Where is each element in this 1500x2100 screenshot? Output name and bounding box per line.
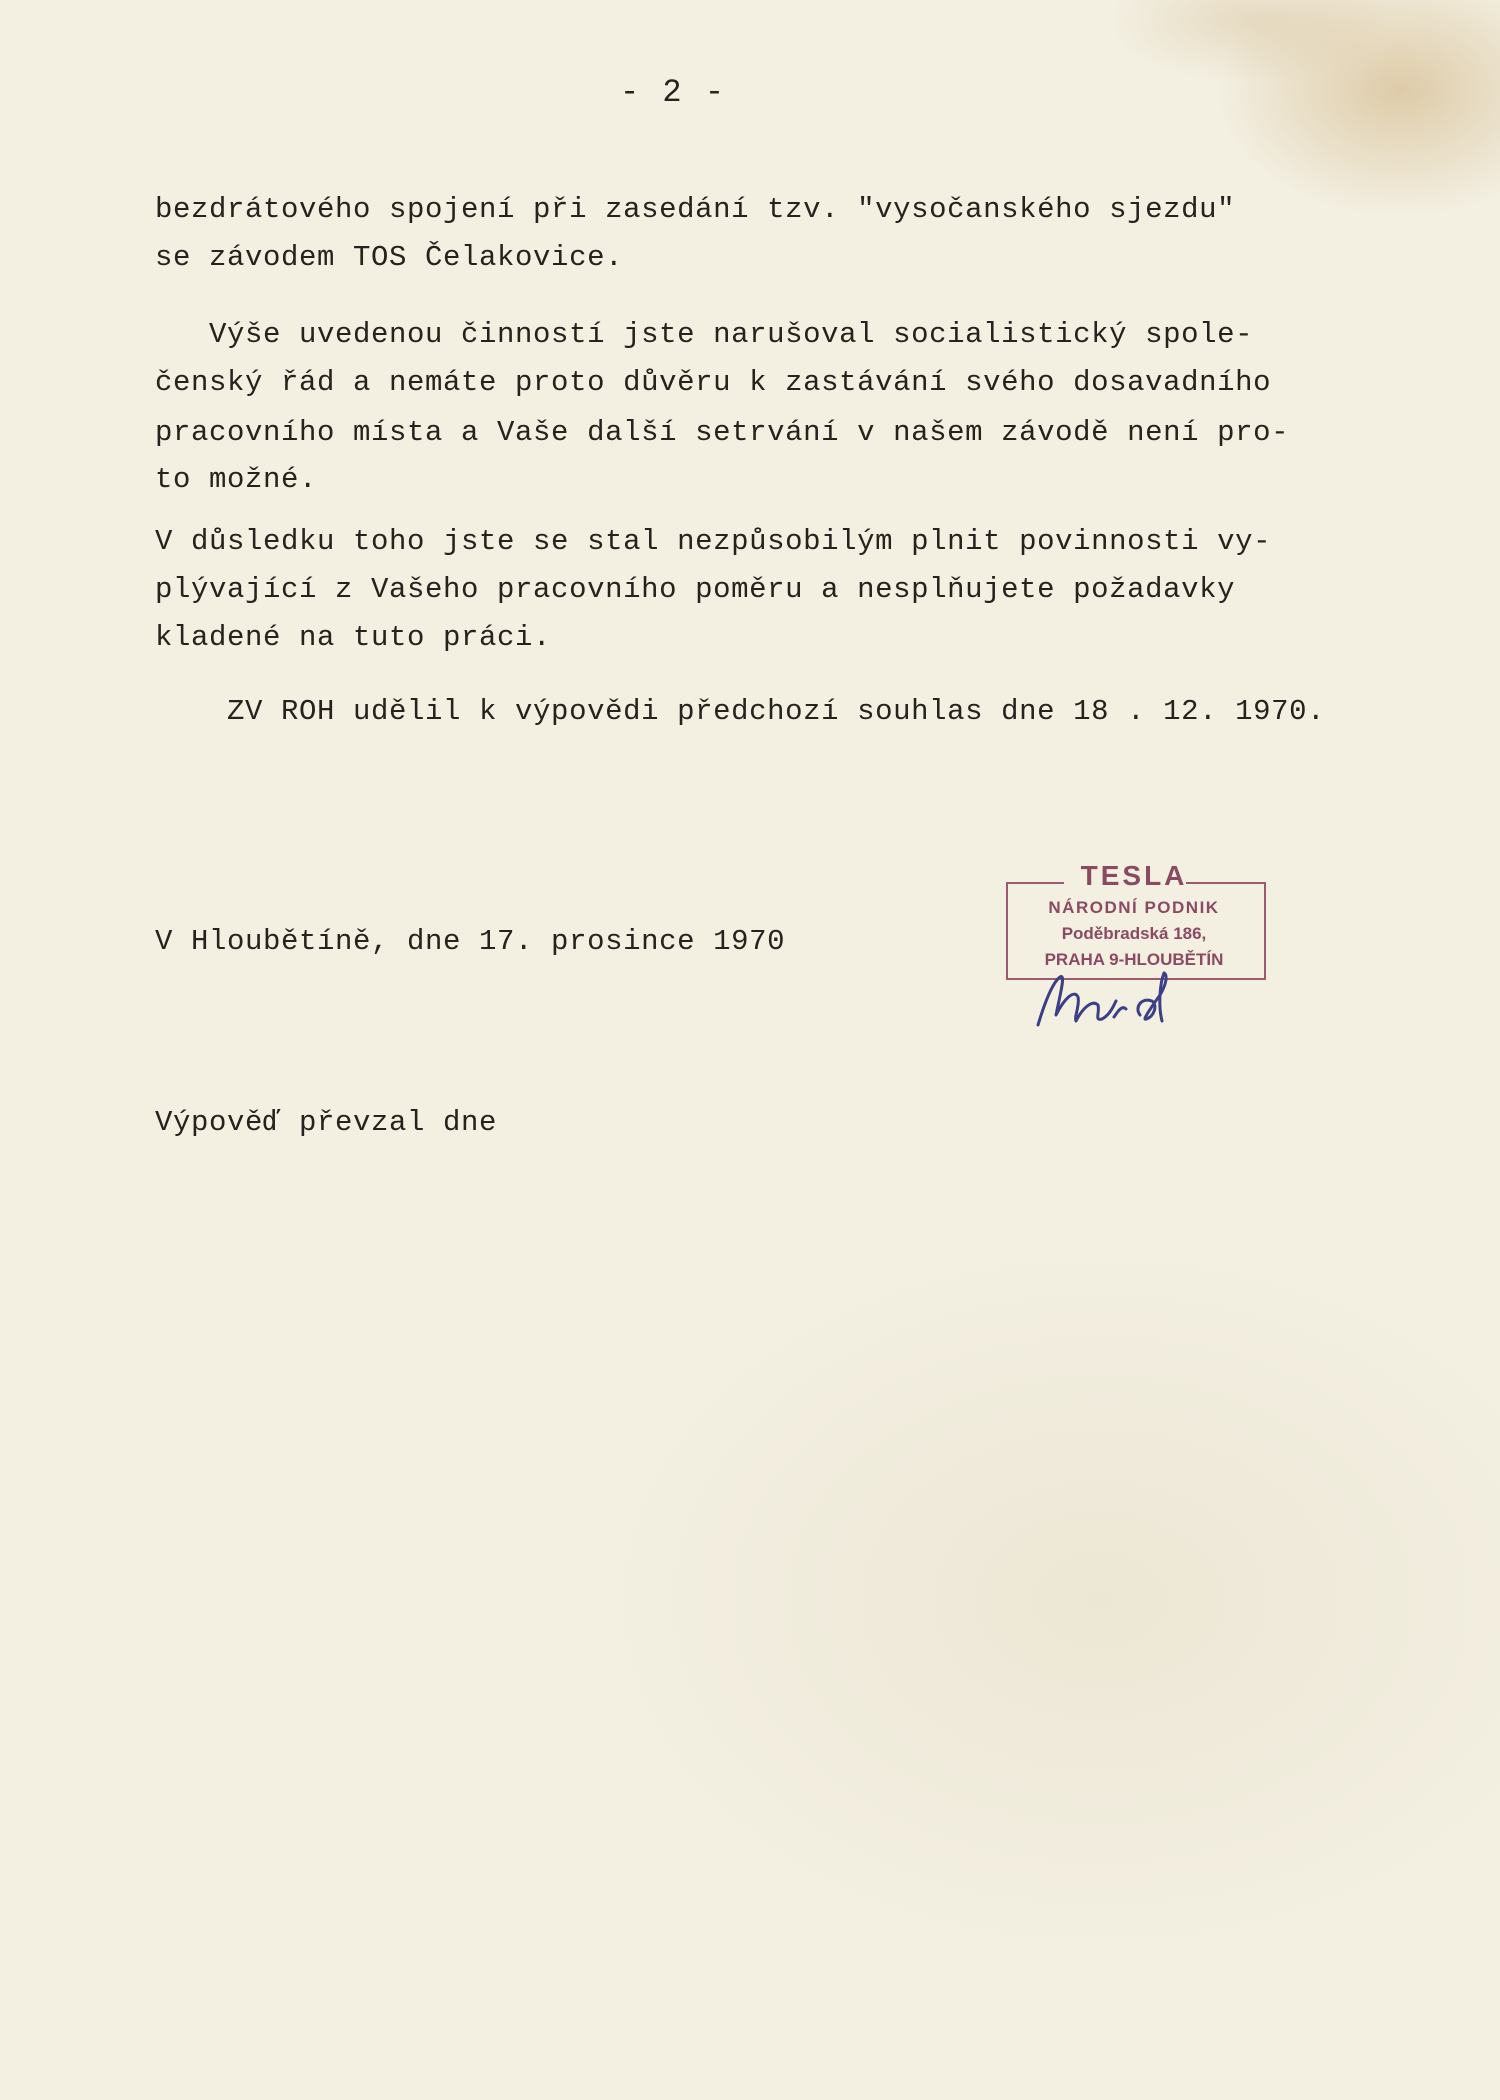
text-line: čenský řád a nemáte proto důvěru k zastávání svého dosavadního (155, 366, 1272, 399)
text-line: plývající z Vašeho pracovního poměru a nesplňujete požadavky (155, 573, 1236, 606)
text-line: kladené na tuto práci. (155, 621, 552, 654)
text-line: bezdrátového spojení při zasedání tzv. "vysočanského sjezdu" (155, 193, 1236, 226)
text-line: Výše uvedenou činností jste narušoval socialistický spole- (155, 318, 1254, 351)
place-date: V Hloubětíně, dne 17. prosince 1970 (155, 925, 786, 958)
page-number: - 2 - (620, 74, 727, 111)
text-line: se závodem TOS Čelakovice. (155, 241, 624, 274)
text-line: V důsledku toho jste se stal nezpůsobilým plnit povinnosti vy- (155, 525, 1272, 558)
handwritten-signature (1030, 955, 1210, 1045)
stamp-line: NÁRODNÍ PODNIK (1048, 898, 1220, 917)
text-line: pracovního místa a Vaše další setrvání v našem závodě není pro- (155, 416, 1290, 449)
received-line: Výpověď převzal dne (155, 1106, 498, 1139)
text-line: to možné. (155, 463, 318, 496)
stamp-line: Poděbradská 186, (1061, 924, 1207, 943)
stamp-line: PRAHA 9-HLOUBĚTÍN (1044, 950, 1224, 969)
consent-line: ZV ROH udělil k výpovědi předchozí souhlas dne 18 . 12. 1970. (155, 695, 1326, 728)
stamp-brand: TESLA (1080, 860, 1188, 891)
